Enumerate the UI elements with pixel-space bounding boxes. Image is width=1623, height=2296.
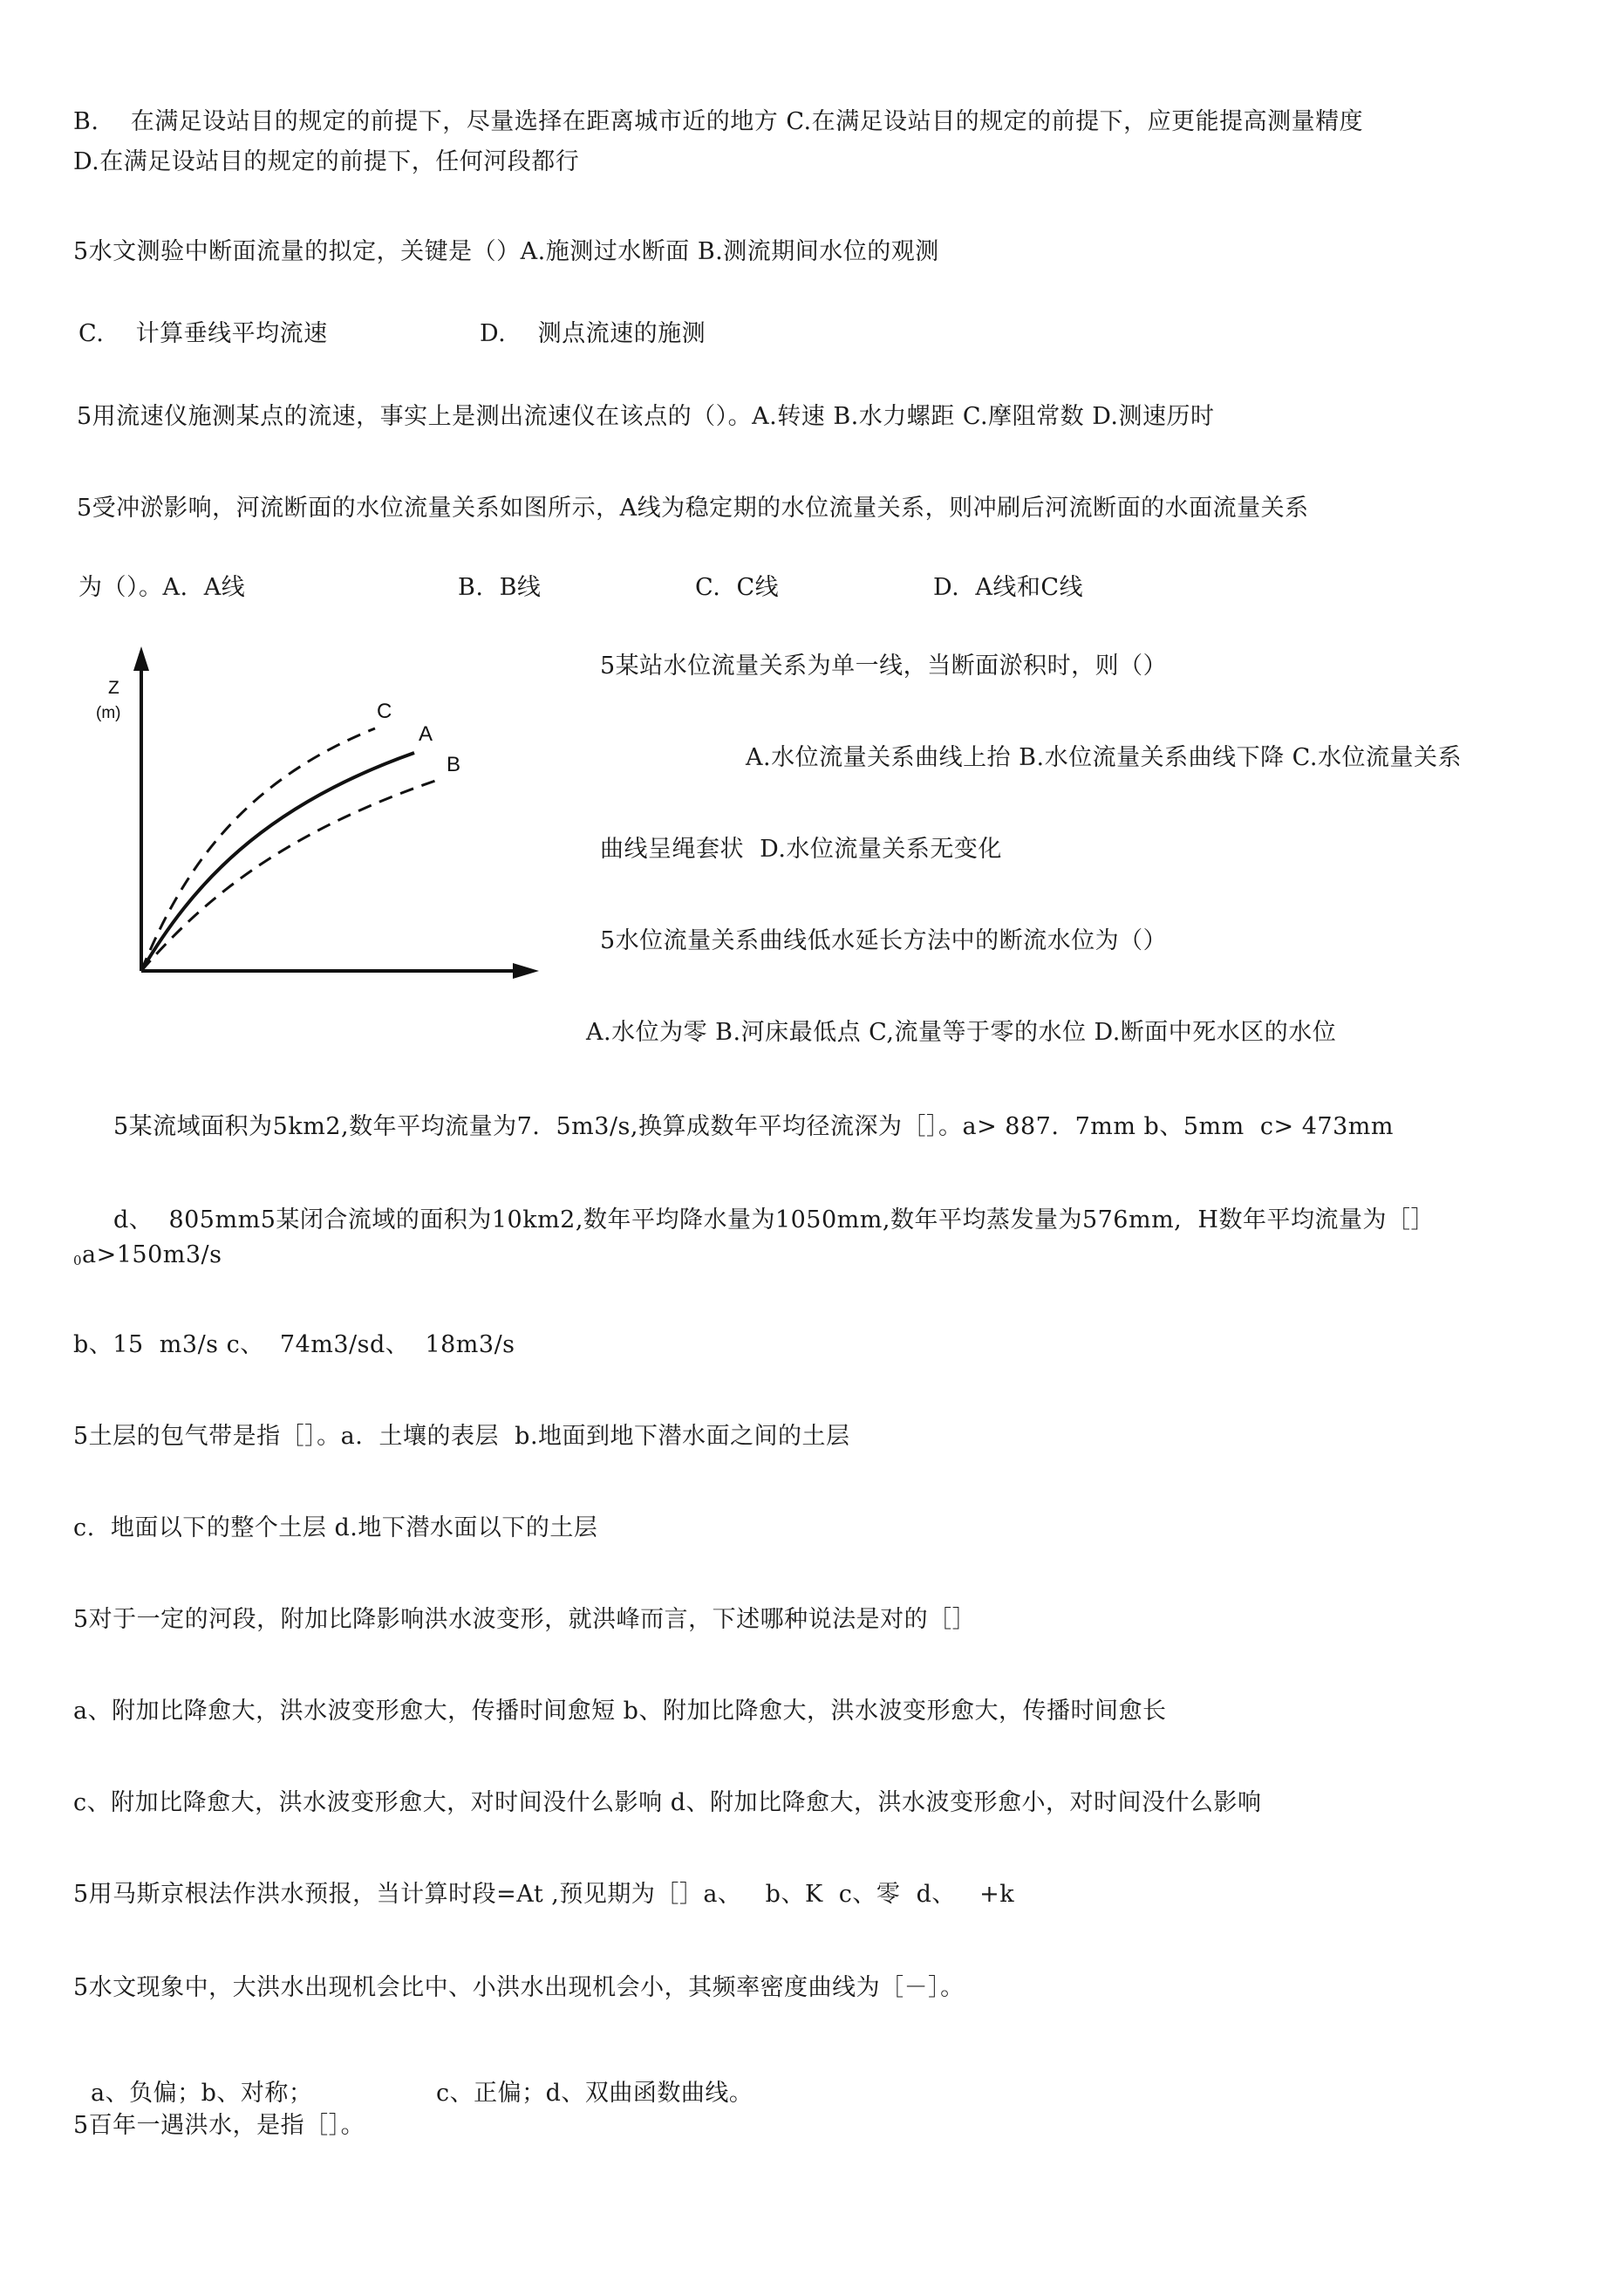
text-line: a、附加比降愈大，洪水波变形愈大，传播时间愈短 b、附加比降愈大，洪水波变形愈大，传播时间愈长	[73, 1698, 1167, 1725]
text-line: C. C线	[695, 574, 780, 601]
subscript-mark: 0	[73, 1253, 83, 1268]
text-line: c、正偏；d、双曲函数曲线。	[436, 2080, 754, 2107]
axis-label-unit: (m)	[96, 704, 121, 722]
text-line: 5用马斯京根法作洪水预报，当计算时段=At ,预见期为［］a、 b、K c、零 d、 +k	[73, 1881, 1015, 1908]
text-line: a>150m3/s	[82, 1241, 222, 1268]
text-line: 5用流速仪施测某点的流速，事实上是测出流速仪在该点的（）。A.转速 B.水力螺距 C.摩阻常数 D.测速历时	[77, 403, 1215, 430]
z-axis-arrow	[133, 646, 149, 671]
text-line: b、15 m3/s c、 74m3/sd、 18m3/s	[73, 1331, 515, 1358]
curve-label-c: C	[377, 700, 392, 723]
text-line: 5水文测验中断面流量的拟定，关键是（）A.施测过水断面 B.测流期间水位的观测	[73, 238, 939, 265]
text-line: A.水位为零 B.河床最低点 C,流量等于零的水位 D.断面中死水区的水位	[586, 1019, 1337, 1046]
curve-a	[141, 753, 414, 971]
text-line: B. B线	[458, 574, 542, 601]
text-line: 5受冲淤影响，河流断面的水位流量关系如图所示，A线为稳定期的水位流量关系，则冲刷后河流断面的水面流量关系	[77, 495, 1309, 522]
text-line: 5百年一遇洪水，是指［］。	[73, 2112, 365, 2139]
text-line: d、 805mm5某闭合流域的面积为10km2,数年平均降水量为1050mm,数年平均蒸发量为576mm, H数年平均流量为［］	[113, 1206, 1435, 1233]
axis-label-z: Z	[108, 678, 119, 698]
text-line: 5水位流量关系曲线低水延长方法中的断流水位为（）	[600, 927, 1168, 954]
text-line: a、负偏；b、对称；	[91, 2080, 313, 2107]
curve-b	[141, 778, 443, 971]
text-line: 5某流域面积为5km2,数年平均流量为7. 5m3/s,换算成数年平均径流深为［］。a> 887. 7mm b、5mm c> 473mm	[113, 1113, 1394, 1140]
q-axis-arrow	[513, 963, 539, 979]
curve-label-a: A	[419, 722, 433, 746]
text-line: c. 地面以下的整个土层 d.地下潜水面以下的土层	[73, 1514, 598, 1541]
text-line: D.在满足设站目的规定的前提下，任何河段都行	[73, 148, 580, 175]
text-line: 为（）。A. A线	[78, 574, 246, 601]
text-line: D. A线和C线	[933, 574, 1084, 601]
text-line: 5某站水位流量关系为单一线，当断面淤积时，则（）	[600, 653, 1168, 680]
text-line: 5水文现象中，大洪水出现机会比中、小洪水出现机会小，其频率密度曲线为［－］。	[73, 1974, 965, 2001]
text-line: c、附加比降愈大，洪水波变形愈大，对时间没什么影响 d、附加比降愈大，洪水波变形愈小，对时间没什么影响	[73, 1789, 1262, 1816]
text-line: 5对于一定的河段，附加比降影响洪水波变形，就洪峰而言，下述哪种说法是对的［］	[73, 1606, 977, 1633]
text-line: C. 计算垂线平均流速	[78, 320, 328, 347]
text-line: 5土层的包气带是指［］。a. 土壤的表层 b.地面到地下潜水面之间的土层	[73, 1423, 850, 1450]
curve-label-b: B	[447, 753, 461, 776]
text-line: B. 在满足设站目的规定的前提下，尽量选择在距离城市近的地方 C.在满足设站目的规定的前提下，应更能提高测量精度	[73, 108, 1364, 135]
text-line: A.水位流量关系曲线上抬 B.水位流量关系曲线下降 C.水位流量关系	[746, 744, 1462, 771]
text-line: 曲线呈绳套状 D.水位流量关系无变化	[600, 836, 1002, 863]
text-line: D. 测点流速的施测	[480, 320, 706, 347]
stage-discharge-figure	[96, 641, 558, 990]
